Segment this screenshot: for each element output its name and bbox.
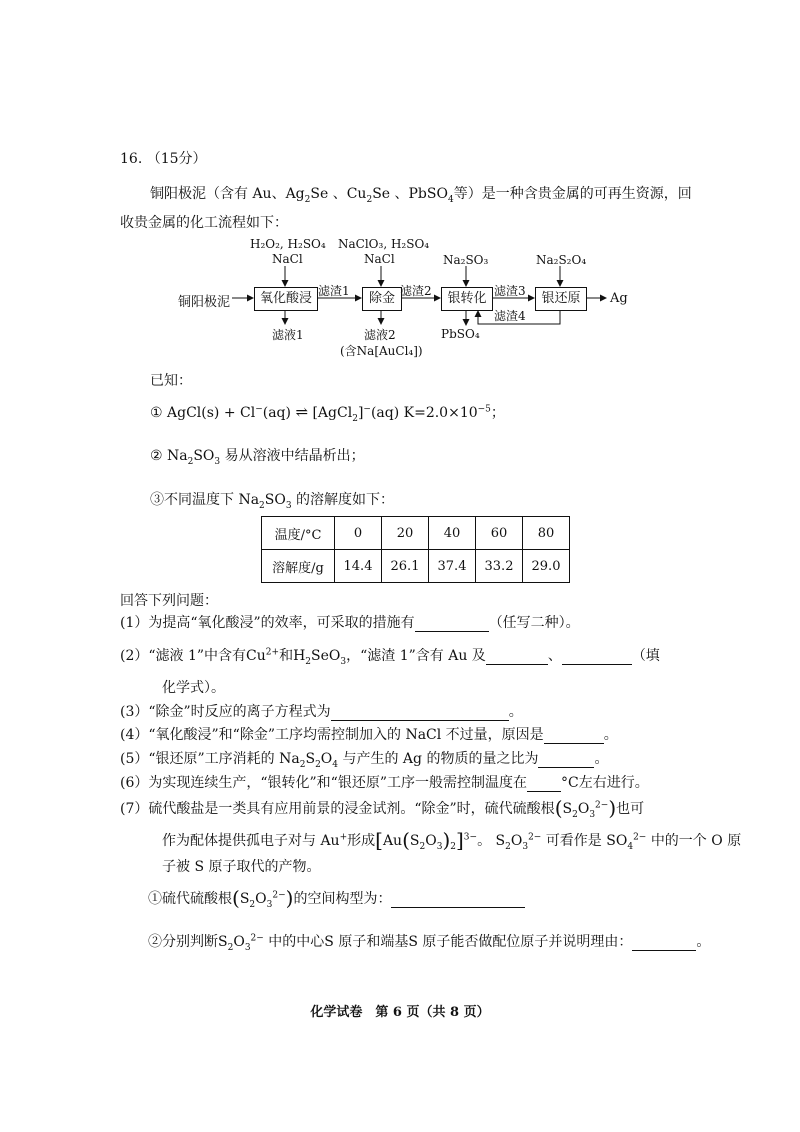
known-item-1: ① AgCl(s) + Cl−(aq) ⇌ [AgCl$_2$]−(aq) $K=2.0\times 10^{-5}$； — [150, 403, 505, 424]
table-cell: 29.0 — [523, 550, 570, 583]
answer-blank[interactable] — [632, 936, 696, 951]
reagent-3: Na₂SO₃ — [443, 253, 489, 267]
box-gold-removal: 除金 — [362, 287, 402, 311]
intro-line1: 铜阳极泥（含有 Au、$Ag_2Se$ 、$Cu_2Se$ 、PbSO$_4$等）是一种含贵金属的可再生资源，回 — [150, 186, 692, 205]
output-filtrate2: 滤液2 — [364, 328, 396, 342]
arrow-label-residue2: 滤渣2 — [400, 284, 432, 298]
question-number: 16. — [120, 151, 143, 167]
answer-blank[interactable] — [544, 729, 604, 744]
table-cell: 80 — [523, 517, 570, 550]
question-4: (4）“氧化酸浸”和“除金”工序均需控制加入的 NaCl 不过量，原因是 。 — [120, 727, 618, 743]
table-cell: 37.4 — [429, 550, 476, 583]
box-silver-conversion: 银转化 — [441, 287, 493, 311]
arrow-label-residue3: 滤渣3 — [494, 284, 526, 298]
table-cell: 40 — [429, 517, 476, 550]
box-oxidative-leach: 氧化酸浸 — [254, 287, 318, 311]
output-filtrate2-note: (含Na[AuCl₄]) — [340, 344, 423, 358]
answer-blank[interactable] — [486, 650, 548, 665]
question-3: (3）“除金”时反应的离子方程式为 。 — [120, 704, 523, 720]
flow-start: 铜阳极泥 — [178, 295, 231, 310]
answer-blank[interactable] — [527, 777, 561, 792]
page-footer: 化学试卷 第 6 页（共 8 页） — [310, 1005, 490, 1020]
box-silver-reduction: 银还原 — [535, 287, 587, 311]
table-cell: 60 — [476, 517, 523, 550]
question-score: （15分） — [146, 151, 207, 167]
table-cell: 0 — [335, 517, 382, 550]
table-header-temp: 温度/°C — [262, 517, 335, 550]
question-2-line2: 化学式）。 — [162, 680, 225, 696]
arrow-recycle — [478, 310, 560, 324]
question-6: (6）为实现连续生产，“银转化”和“银还原”工序一般需控制温度在 °C左右进行。 — [120, 775, 649, 791]
question-5: (5）“银还原”工序消耗的 $Na_2S_2O_4$ 与产生的 Ag 的物质的量之比为 。 — [120, 751, 609, 770]
question-7-line2: 作为配体提供孤电子对与 Au+形成$[Au(S_2O_3)_2]^{3-}$。 $S_2O_3^{2-}$ 可看作是 $SO_4^{2-}$ 中的一个 O 原 — [162, 828, 742, 852]
question-1: (1）为提高“氧化酸浸”的效率，可采取的措施有 （任写二种）。 — [120, 615, 580, 631]
table-header-solubility: 溶解度/g — [262, 550, 335, 583]
table-cell: 20 — [382, 517, 429, 550]
answer-blank[interactable] — [562, 650, 632, 665]
intro-line2: 收贵金属的化工流程如下： — [120, 215, 288, 231]
arrow-label-residue4: 滤渣4 — [494, 309, 526, 323]
reagent-1-line2: NaCl — [272, 252, 303, 266]
output-pbso4: PbSO₄ — [441, 327, 480, 341]
question-7-sub1: ①硫代硫酸根$(S_2O_3^{2-})$的空间构型为： — [148, 888, 525, 908]
table-row — [262, 550, 570, 583]
reagent-2-line2: NaCl — [364, 252, 395, 266]
answer-blank[interactable] — [415, 617, 489, 632]
reagent-4: Na₂S₂O₄ — [536, 253, 587, 267]
output-filtrate1: 滤液1 — [272, 328, 304, 342]
known-item-2: ② $Na_2SO_3$ 易从溶液中结晶析出； — [150, 448, 365, 467]
question-7-sub2: ②分别判断$S_2O_3^{2-}$ 中的中心S 原子和端基S 原子能否做配位原子并说明理由： 。 — [148, 933, 711, 953]
table-cell: 26.1 — [382, 550, 429, 583]
table-row — [262, 517, 570, 550]
table-cell: 14.4 — [335, 550, 382, 583]
table-cell: 33.2 — [476, 550, 523, 583]
question-7-line3: 子被 S 原子取代的产物。 — [162, 859, 321, 875]
reagent-1-line1: H₂O₂, H₂SO₄ — [250, 237, 326, 251]
reagent-2-line1: NaClO₃, H₂SO₄ — [338, 237, 430, 251]
solubility-table — [261, 516, 570, 583]
arrow-label-residue1: 滤渣1 — [318, 284, 350, 298]
known-heading: 已知： — [150, 373, 192, 389]
question-2: (2）“滤液 1”中含有$Cu^{2+}$和$H_2SeO_3$，“滤渣 1”含有 Au 及 、 （填 — [120, 647, 660, 667]
answer-blank[interactable] — [538, 753, 594, 768]
answer-blank[interactable] — [331, 706, 509, 721]
known-item-3: ③不同温度下 $Na_2SO_3$ 的溶解度如下： — [150, 492, 395, 511]
answer-heading: 回答下列问题： — [120, 593, 218, 609]
flow-product: Ag — [610, 291, 628, 306]
answer-blank[interactable] — [391, 893, 525, 908]
flow-arrows — [0, 0, 800, 400]
question-7-line1: (7）硫代酸盐是一类具有应用前景的浸金试剂。“除金”时，硫代硫酸根$(S_2O_3^{2-})$也可 — [120, 796, 645, 820]
